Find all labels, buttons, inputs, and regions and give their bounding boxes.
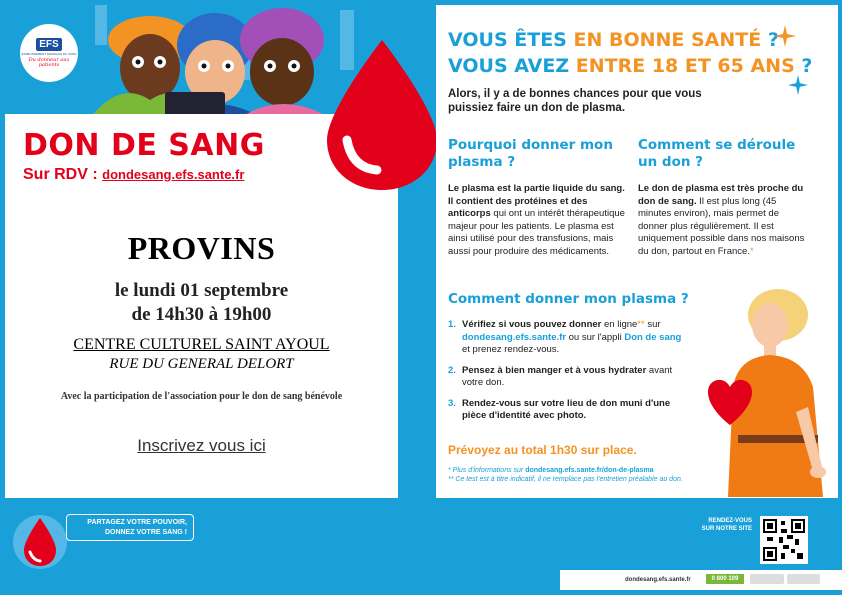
appointment-sep: : bbox=[87, 166, 103, 183]
event-date: le lundi 01 septembre bbox=[114, 280, 289, 301]
app-badge-icon[interactable] bbox=[750, 574, 784, 584]
step-item: 3. Rendez-vous sur votre lieu de don muni d'une pièce d'identité avec photo. bbox=[448, 397, 671, 421]
event-hours: de 14h30 à 19h00 bbox=[131, 304, 272, 325]
event-street: RUE DU GENERAL DELORT bbox=[109, 356, 294, 372]
sparkle-blue-icon bbox=[788, 75, 808, 95]
plasma-info-card bbox=[436, 5, 838, 498]
efs-logo-small: ÉTABLISSEMENT FRANÇAIS DU SANG bbox=[21, 52, 77, 56]
footnote-link[interactable]: dondesang.efs.sante.fr/don-de-plasma bbox=[525, 467, 654, 474]
footnote-test: ** Ce test est à titre indicatif, il ne remplace pas l'entretien préalable au don. bbox=[448, 476, 683, 483]
blood-drop-small-icon bbox=[12, 510, 68, 570]
appointment-line bbox=[23, 166, 244, 184]
footnote-info: * Plus d'informations sur dondesang.efs.sante.fr/don-de-plasma bbox=[448, 467, 654, 474]
total-duration: Prévoyez au total 1h30 sur place. bbox=[448, 443, 637, 457]
footer-url[interactable]: dondesang.efs.sante.fr bbox=[625, 577, 691, 583]
how-text: Le don de plasma est très proche du don de sang. Il est plus long (45 minutes environ), mais permet de donner plus régulièrement. Il est uniquement possible dans nos maisons du don, partout en France.* bbox=[638, 183, 805, 257]
intro-text: Alors, il y a de bonnes chances pour que vous puissiez faire un don de plasma. bbox=[448, 88, 702, 114]
steps-list bbox=[448, 319, 683, 431]
footer-app-badges bbox=[750, 574, 820, 584]
how-title: Comment se déroule un don ? bbox=[638, 137, 796, 170]
appointment-prefix: Sur RDV bbox=[23, 166, 88, 183]
step-site-link[interactable]: dondesang.efs.sante.fr bbox=[462, 331, 566, 343]
event-venue: CENTRE CULTUREL SAINT AYOUL bbox=[73, 336, 330, 353]
slogan-bubble bbox=[66, 514, 194, 541]
why-title: Pourquoi donner mon plasma ? bbox=[448, 137, 613, 170]
qr-code-icon bbox=[763, 519, 805, 561]
qr-code[interactable] bbox=[760, 516, 808, 564]
efs-logo bbox=[20, 24, 78, 82]
signup-link[interactable]: Inscrivez vous ici bbox=[137, 436, 266, 455]
question-age: VOUS AVEZ ENTRE 18 ET 65 ANS ? bbox=[448, 55, 813, 77]
step-item: 2. Pensez à bien manger et à vous hydrater avant votre don. bbox=[448, 364, 673, 388]
campaign-title: DON DE SANG bbox=[23, 128, 265, 163]
blood-drop-icon bbox=[322, 40, 442, 190]
step-item: 1. Vérifiez si vous pouvez donner en ligne** sur dondesang.efs.sante.fr ou sur l'appli Don de sang et prenez rendez-vous. bbox=[448, 319, 682, 355]
slogan-line1: PARTAGEZ VOTRE POUVOIR, bbox=[87, 519, 187, 526]
question-health: VOUS ÊTES EN BONNE SANTÉ ? bbox=[448, 29, 779, 51]
why-text: Le plasma est la partie liquide du sang. Il contient des protéines et des anticorps qui ont un intérêt thérapeutique majeur pour les patients. Le plasma est ainsi utilisé pour des transfusions, mais aussi pour produire des médicaments. bbox=[448, 183, 625, 257]
sparkle-orange-icon bbox=[774, 25, 796, 47]
donate-title: Comment donner mon plasma ? bbox=[448, 291, 689, 307]
event-city: PROVINS bbox=[127, 230, 276, 266]
slogan-line2: DONNEZ VOTRE SANG ! bbox=[104, 529, 187, 536]
efs-logo-tagline: Du donneur aux patients bbox=[28, 57, 70, 68]
footer-phone[interactable]: 0 800 109 900 bbox=[706, 574, 744, 584]
app-badge-icon[interactable] bbox=[787, 574, 821, 584]
site-cta: RENDEZ-VOUS SUR NOTRE SITE bbox=[701, 518, 752, 532]
woman-illustration bbox=[698, 287, 838, 497]
efs-logo-text: EFS bbox=[36, 38, 61, 51]
appointment-link[interactable]: dondesang.efs.sante.fr bbox=[102, 167, 245, 182]
association-note: Avec la participation de l'association pour le don de sang bénévole bbox=[60, 391, 343, 402]
